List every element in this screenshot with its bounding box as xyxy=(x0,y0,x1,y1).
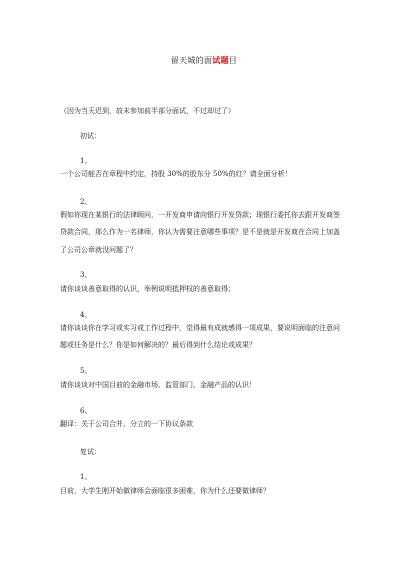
question-number: 3、 xyxy=(80,271,92,279)
question-text: 题或任务是什么？你是如何解决的？最后得到什么结论或成果？ xyxy=(60,341,256,349)
question-number: 5、 xyxy=(80,367,92,375)
question-text: 翻译：关于公司合并、分立的一下协议条款 xyxy=(60,420,193,428)
title-highlight: 试题 xyxy=(212,55,229,65)
question-text: 假如你现在某银行的法律顾问，一开发商申请向银行开发贷款；现银行委托你去跟开发商签 xyxy=(60,211,340,219)
section-second-heading: 复试： xyxy=(80,448,101,456)
question-text: 请你谈谈善意取得的认识，举例说明抵押权的善意取得； xyxy=(60,285,235,293)
question-number: 1、 xyxy=(80,473,92,481)
question-number: 4、 xyxy=(80,311,92,319)
section-first-heading: 初试： xyxy=(80,132,101,140)
question-text: 请你谈谈你在学习或实习或工作过程中，觉得最有成就感得一项成果，要说明面临的注意问 xyxy=(60,324,340,332)
question-text: 了公司公章就没问题了？ xyxy=(60,246,137,254)
question-number: 2、 xyxy=(80,198,92,206)
question-number: 6、 xyxy=(80,407,92,415)
title-text-end: 目 xyxy=(228,56,238,65)
title-text: 留天城的面 xyxy=(170,56,213,65)
intro-note: （因为当天迟到，故未参加前半部分面试，不过却过了） xyxy=(60,107,235,115)
document-title xyxy=(0,55,408,66)
question-text: 贷款合同，那么作为一名律师，你认为需要注意哪些事项？是不是就是开发商在合同上加盖 xyxy=(60,228,340,236)
question-text: 请你谈谈对中国目前的金融市场、监管部门、金融产品的认识！ xyxy=(60,381,256,389)
question-text: 目前，大学生刚开始做律师会面临很多困难，你为什么还要做律师？ xyxy=(60,487,270,495)
question-text: 一个公司能否在章程中约定，持股 30%的股东分 50%的红？请全面分析！ xyxy=(60,170,292,178)
question-number: 1、 xyxy=(80,157,92,165)
